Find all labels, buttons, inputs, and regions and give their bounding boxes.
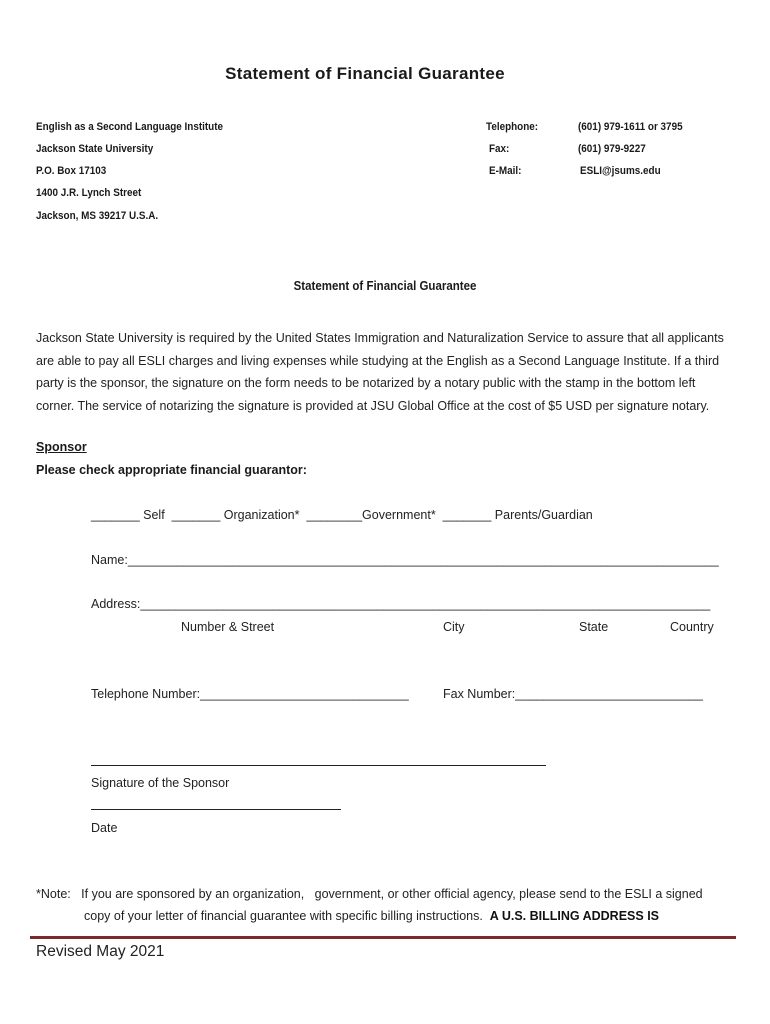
address-part-street: Number & Street xyxy=(181,620,275,634)
document-title: Statement of Financial Guarantee xyxy=(225,64,505,83)
address-part-city: City xyxy=(443,620,465,634)
sponsor-fax-field[interactable]: Fax Number:___________________________ xyxy=(443,687,703,701)
date-label: Date xyxy=(91,821,118,835)
fax-value: (601) 979-9227 xyxy=(578,143,646,155)
email-label: E-Mail: xyxy=(489,165,522,177)
po-box: P.O. Box 17103 xyxy=(36,165,107,177)
city-state-zip: Jackson, MS 39217 U.S.A. xyxy=(36,210,159,222)
note-line-2 xyxy=(84,909,659,923)
note-line-2-text: copy of your letter of financial guarantee with specific billing instructions. xyxy=(84,909,483,923)
sponsor-address-field[interactable]: Address:__________________________________________________________________________________ xyxy=(91,597,711,611)
institute-name: English as a Second Language Institute xyxy=(36,121,224,133)
address-part-state: State xyxy=(579,620,609,634)
signature-label: Signature of the Sponsor xyxy=(91,776,230,790)
telephone-label: Telephone: xyxy=(486,121,539,133)
signature-line[interactable] xyxy=(91,765,546,766)
footer-rule xyxy=(30,936,736,939)
sponsor-telephone-field[interactable]: Telephone Number:______________________________ xyxy=(91,687,409,701)
sponsor-heading: Sponsor xyxy=(36,440,87,454)
street-address: 1400 J.R. Lynch Street xyxy=(36,187,142,199)
intro-paragraph-text: Jackson State University is required by the United States Immigration and Naturalization Service to assure that all applicants are able to pay all ESLI charges and living expenses while studying at the English as a Second Language Institute. If a third party is the sponsor, the signature on the form needs to be notarized by a notary public with the stamp in the bottom left corner. The service of notarizing the signature is provided at JSU Global Office at the cost of $5 USD per signature notary. xyxy=(36,331,724,413)
fax-label: Fax: xyxy=(489,143,510,155)
telephone-value: (601) 979-1611 or 3795 xyxy=(578,121,683,133)
guarantor-instruction: Please check appropriate financial guarantor: xyxy=(36,463,307,477)
intro-paragraph xyxy=(36,327,736,417)
address-part-country: Country xyxy=(670,620,714,634)
note-line-1: *Note: If you are sponsored by an organization, government, or other official agency, please send to the ESLI a signed xyxy=(36,887,703,901)
university-name: Jackson State University xyxy=(36,143,154,155)
email-value: ESLI@jsums.edu xyxy=(580,165,661,177)
revised-date: Revised May 2021 xyxy=(36,943,165,960)
note-billing-address: A U.S. BILLING ADDRESS IS xyxy=(489,909,660,923)
guarantor-options[interactable]: _______ Self _______ Organization* ________Government* _______ Parents/Guardian xyxy=(91,508,593,522)
date-line[interactable] xyxy=(91,809,341,810)
section-subtitle: Statement of Financial Guarantee xyxy=(293,279,477,293)
sponsor-name-field[interactable]: Name:_____________________________________________________________________________________ xyxy=(91,553,719,567)
